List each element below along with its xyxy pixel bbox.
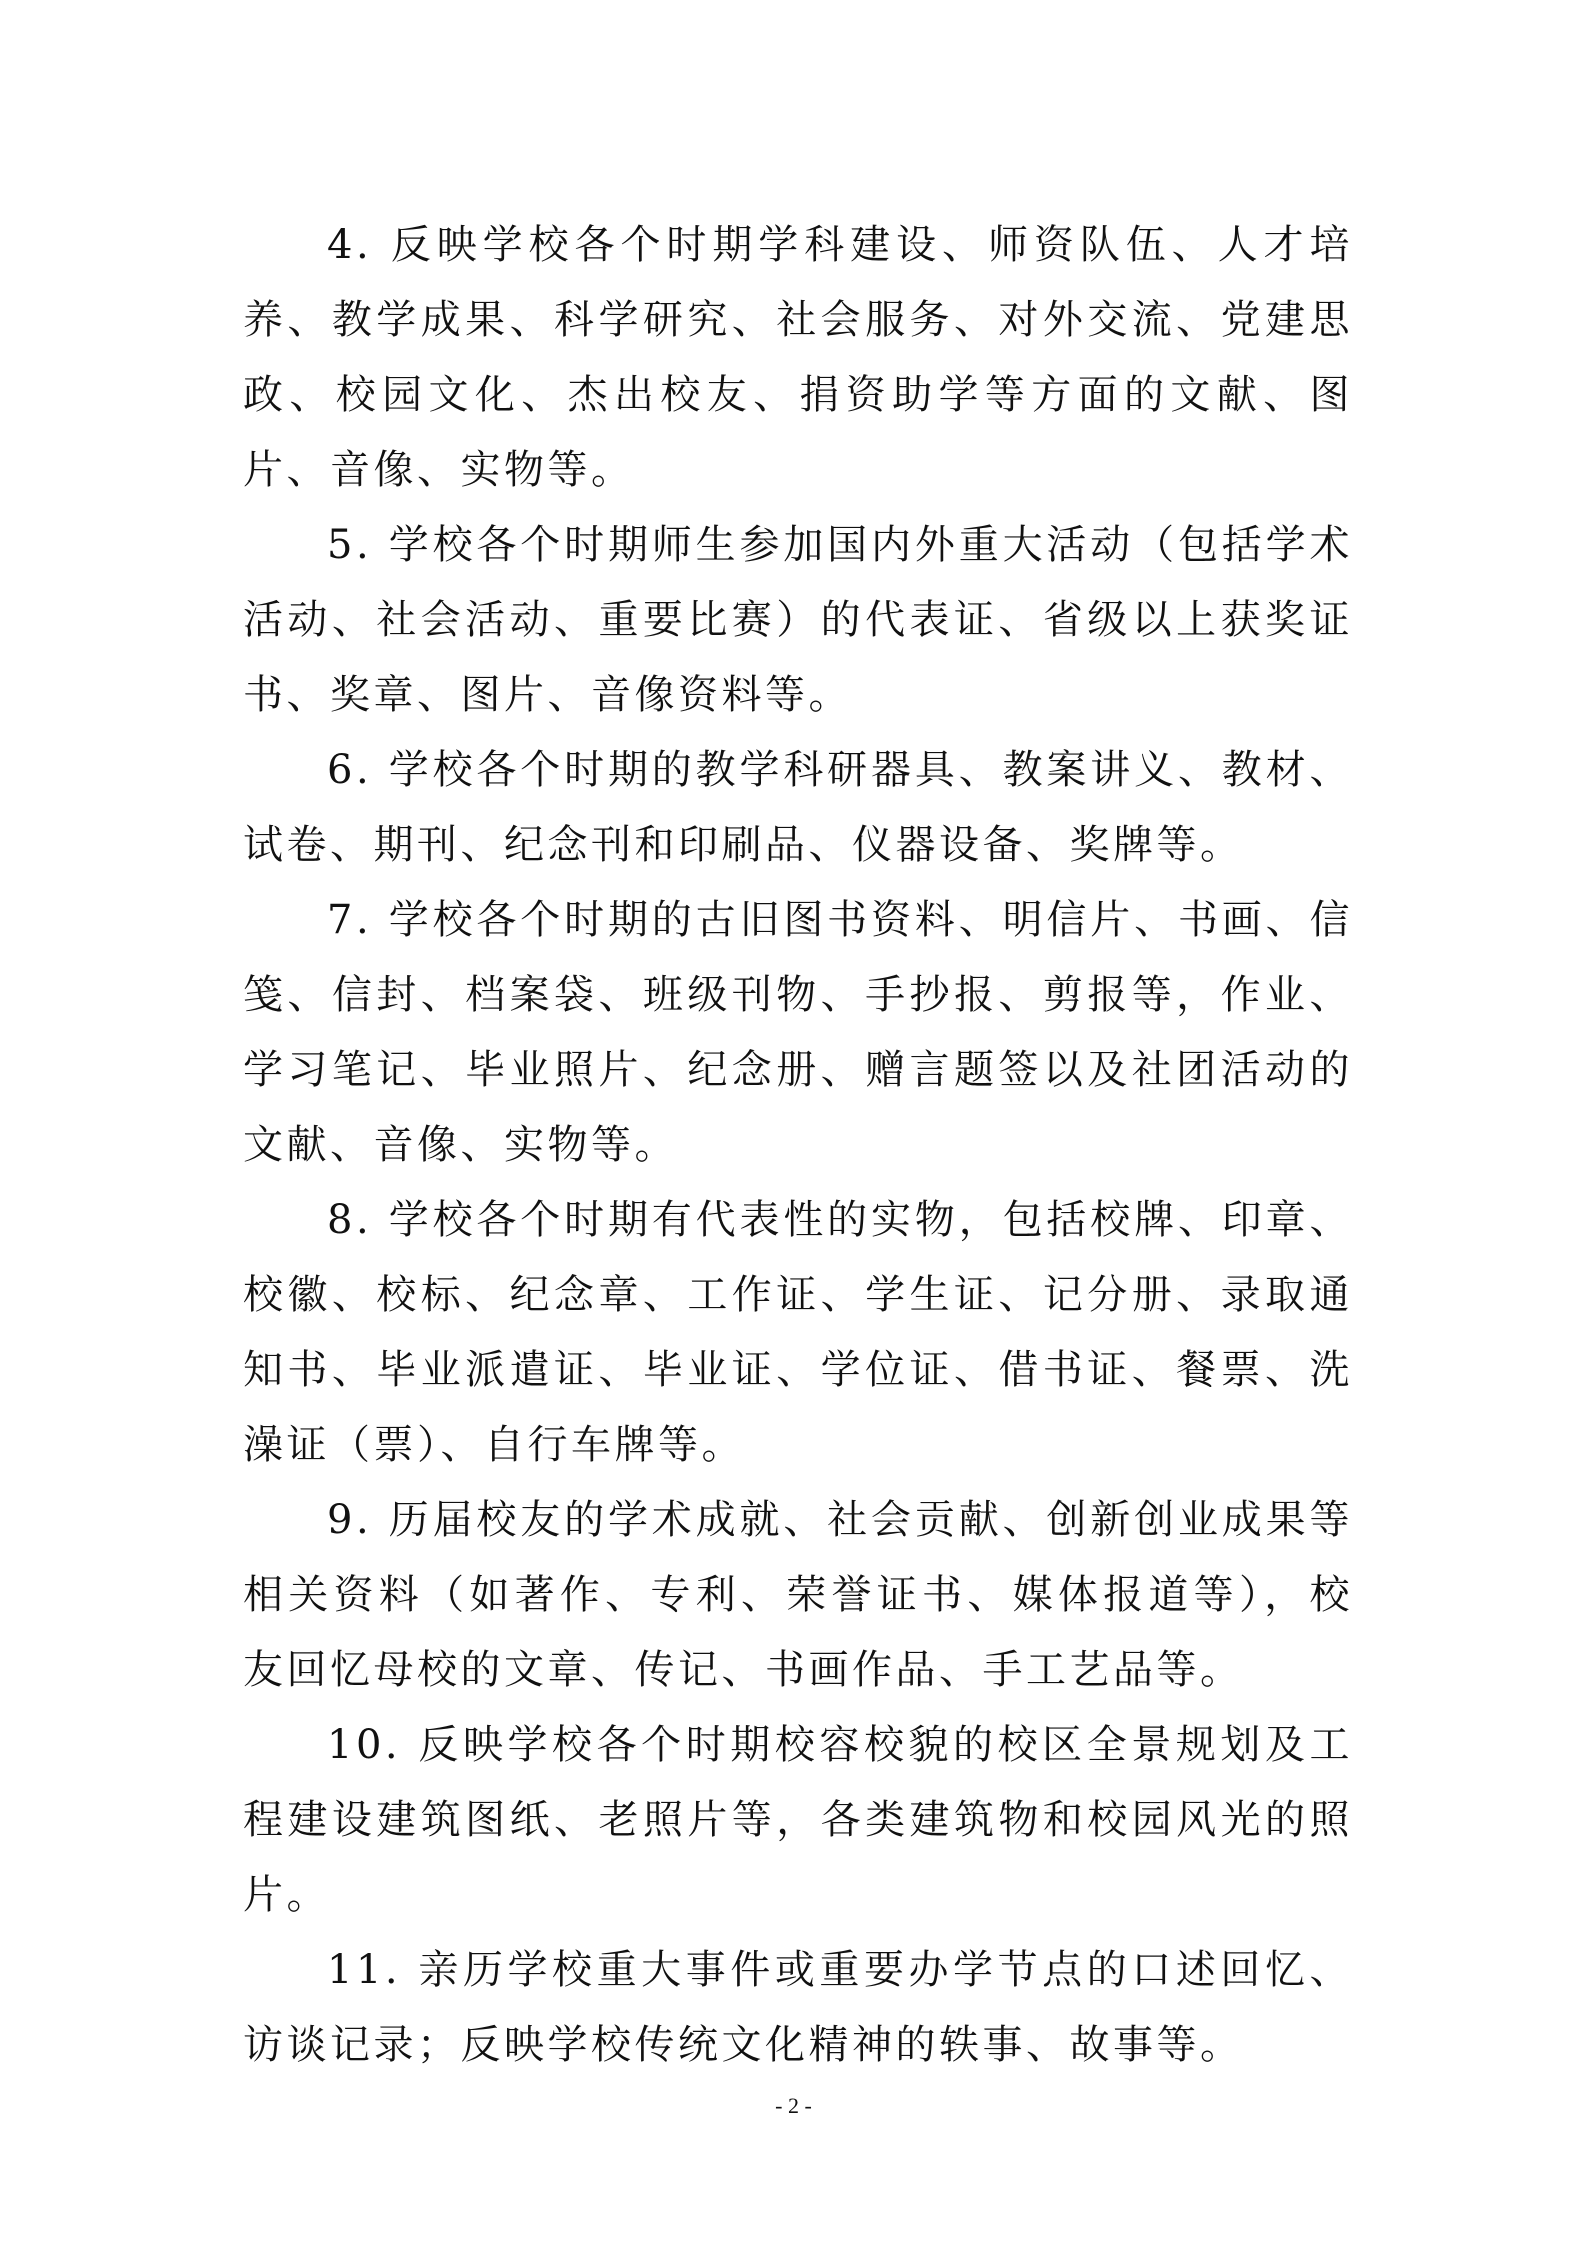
paragraph-item-11: 11. 亲历学校重大事件或重要办学节点的口述回忆、访谈记录；反映学校传统文化精神的轶事、故事等。 [243, 1947, 1353, 2068]
paragraph-item-9: 9. 历届校友的学术成就、社会贡献、创新创业成果等相关资料（如著作、专利、荣誉证书、媒体报道等），校友回忆母校的文章、传记、书画作品、手工艺品等。 [243, 1497, 1353, 1693]
paragraph-item-10: 10. 反映学校各个时期校容校貌的校区全景规划及工程建设建筑图纸、老照片等，各类建筑物和校园风光的照片。 [243, 1722, 1353, 1918]
document-body [243, 208, 1353, 2083]
paragraph-item-4: 4. 反映学校各个时期学科建设、师资队伍、人才培养、教学成果、科学研究、社会服务、对外交流、党建思政、校园文化、杰出校友、捐资助学等方面的文献、图片、音像、实物等。 [243, 222, 1353, 493]
page-number: - 2 - [775, 2093, 812, 2118]
paragraph-item-8: 8. 学校各个时期有代表性的实物，包括校牌、印章、校徽、校标、纪念章、工作证、学生证、记分册、录取通知书、毕业派遣证、毕业证、学位证、借书证、餐票、洗澡证（票）、自行车牌等。 [243, 1197, 1353, 1468]
paragraph-item-6: 6. 学校各个时期的教学科研器具、教案讲义、教材、试卷、期刊、纪念刊和印刷品、仪器设备、奖牌等。 [243, 747, 1353, 868]
paragraph-item-5: 5. 学校各个时期师生参加国内外重大活动（包括学术活动、社会活动、重要比赛）的代表证、省级以上获奖证书、奖章、图片、音像资料等。 [243, 522, 1353, 718]
paragraph-item-7: 7. 学校各个时期的古旧图书资料、明信片、书画、信笺、信封、档案袋、班级刊物、手抄报、剪报等，作业、学习笔记、毕业照片、纪念册、赠言题签以及社团活动的文献、音像、实物等。 [243, 897, 1353, 1168]
